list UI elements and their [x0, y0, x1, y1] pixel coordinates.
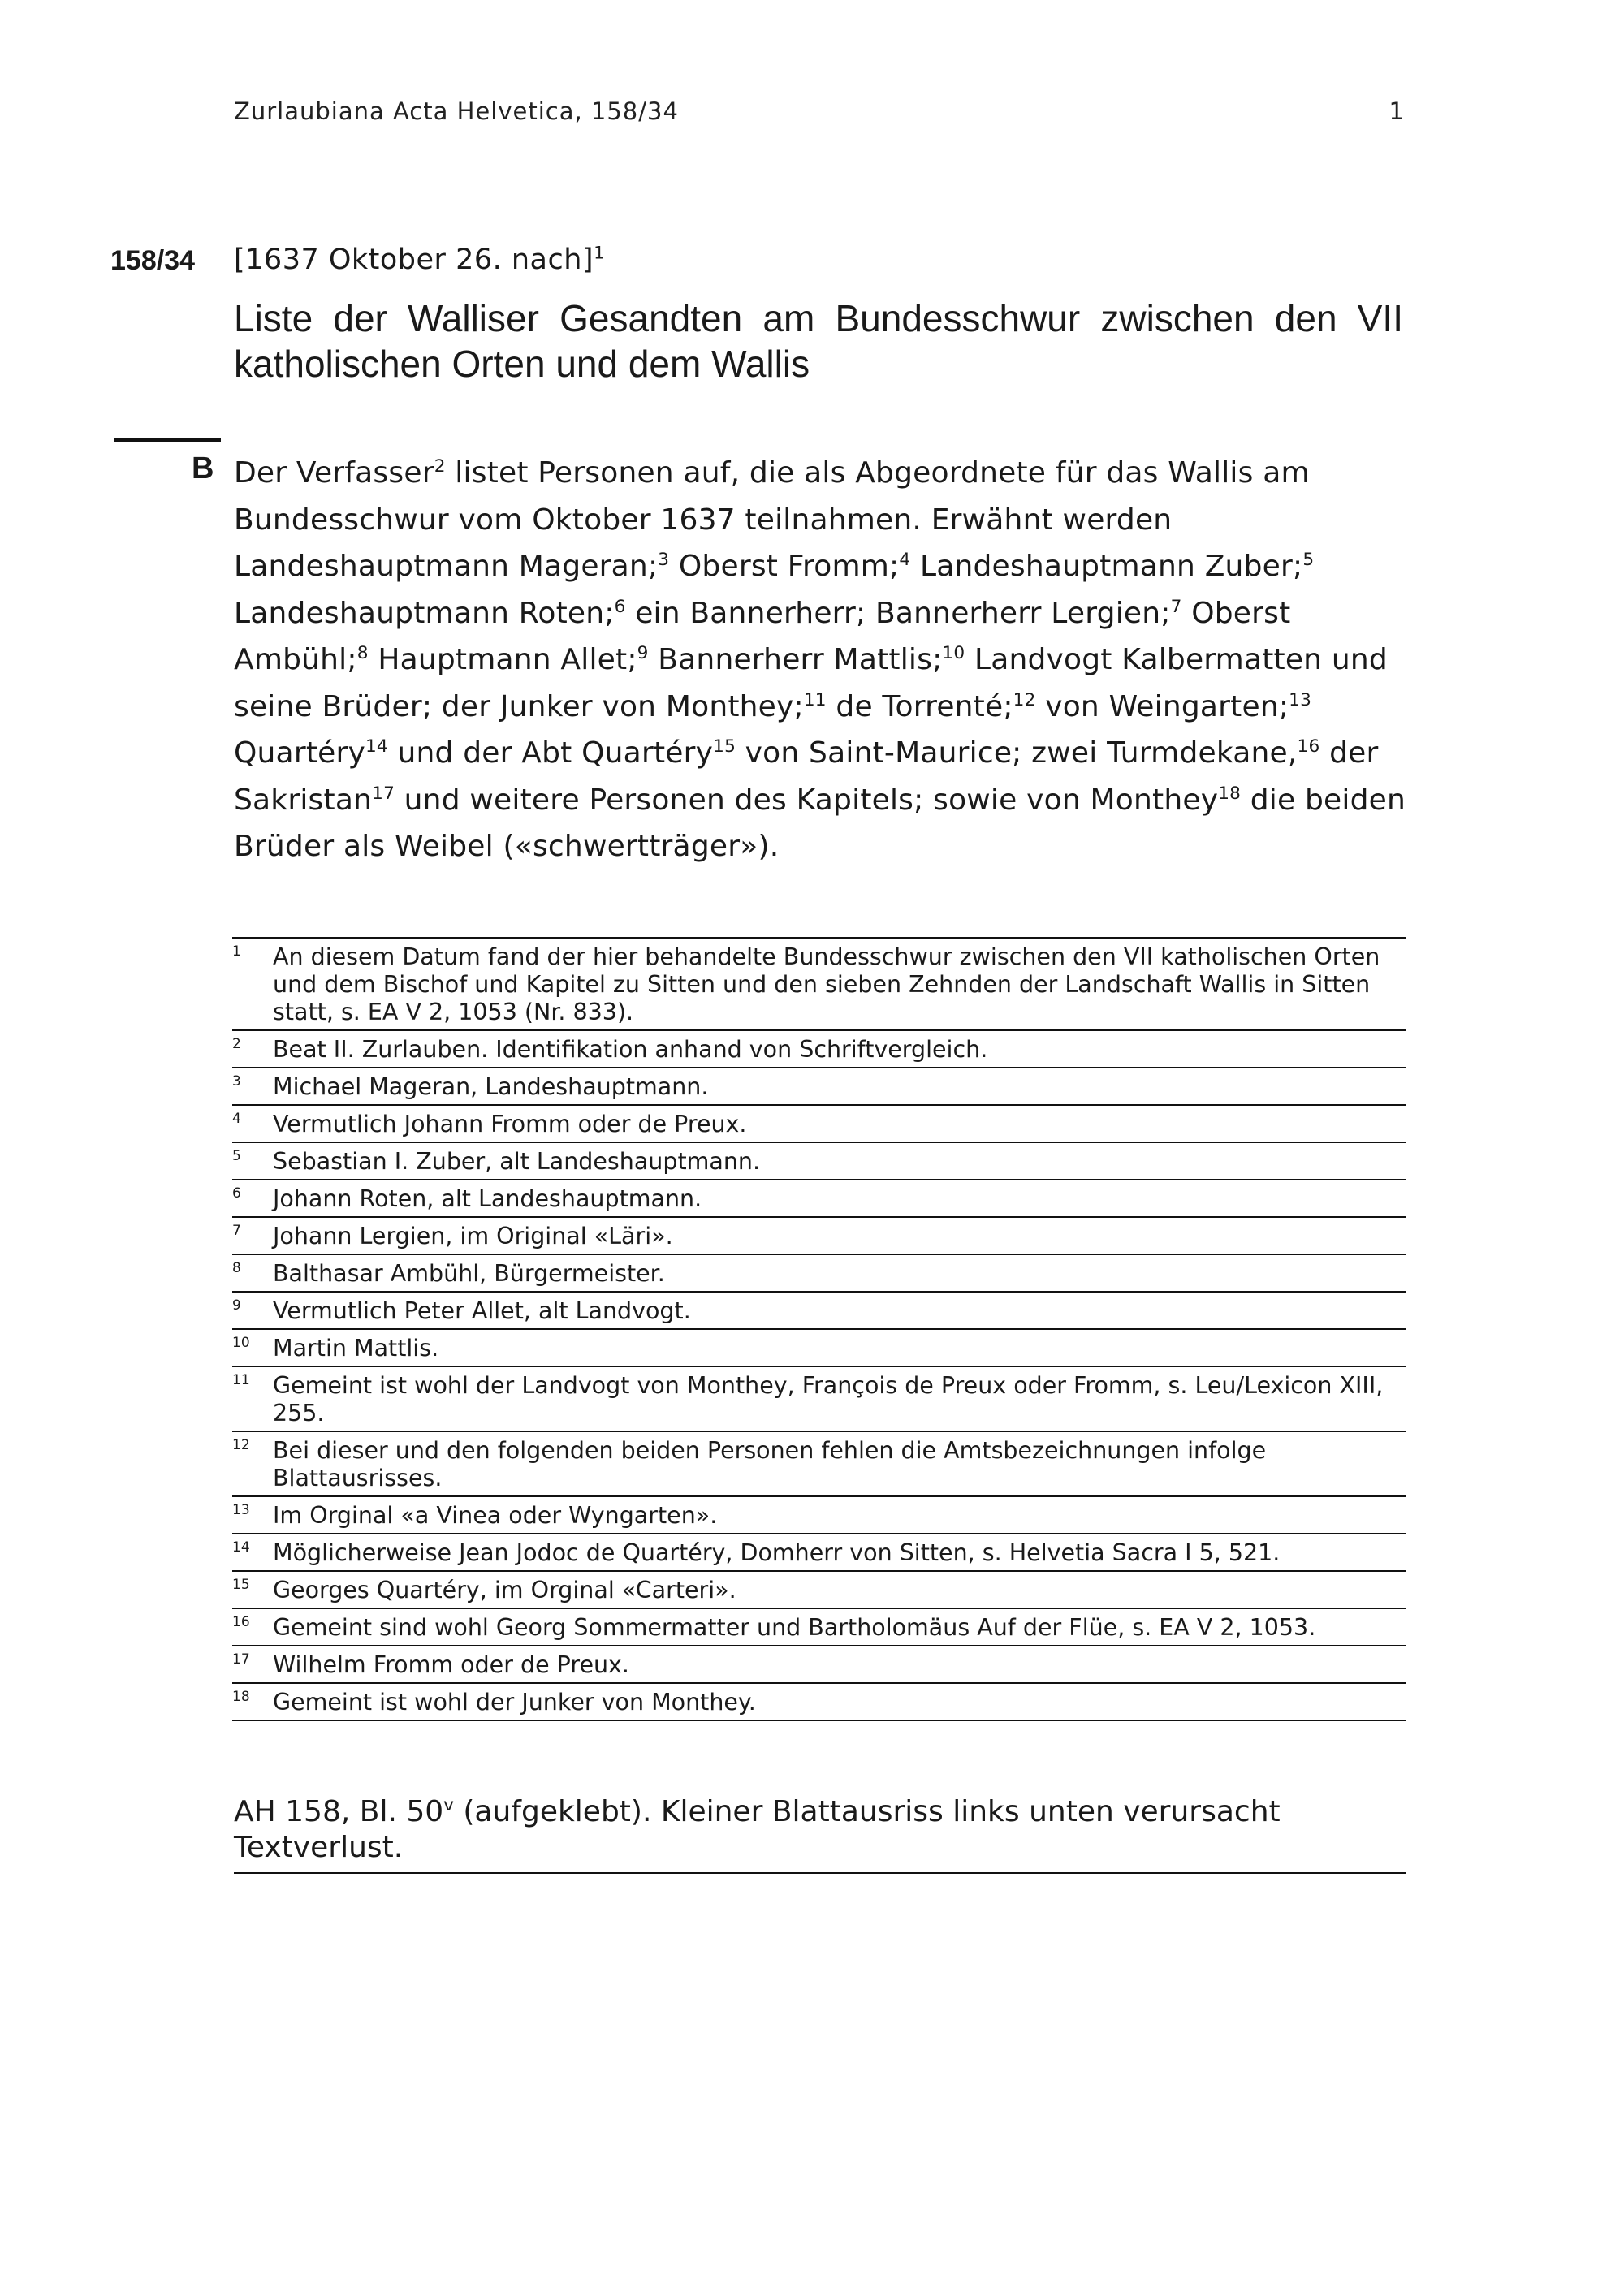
footnote-text: Sebastian I. Zuber, alt Landeshauptmann. — [273, 1148, 761, 1175]
footnote-text: Michael Mageran, Landeshauptmann. — [273, 1073, 709, 1100]
footnote-ref[interactable]: 12 — [1013, 689, 1036, 710]
footnote-number: 11 — [232, 1372, 250, 1388]
regest-text: Oberst Fromm; — [669, 550, 900, 583]
footnote-number: 3 — [232, 1073, 241, 1090]
regest-paragraph — [234, 450, 1411, 870]
footnote-item — [232, 939, 1406, 1031]
footnote-number: 9 — [232, 1297, 241, 1314]
footnote-text: Georges Quartéry, im Orginal «Carteri». — [273, 1577, 736, 1603]
footnote-list — [232, 937, 1406, 1721]
footnote-item — [232, 1432, 1406, 1497]
footnote-text: Im Orginal «a Vinea oder Wyngarten». — [273, 1502, 718, 1529]
regest-text: von Weingarten; — [1035, 689, 1289, 723]
footnote-item — [232, 1367, 1406, 1432]
regest-text: Landvogt Kalbermatten und seine Brüder; der Junker von Monthey; — [234, 643, 1388, 723]
regest-text: die beiden Brüder als Weibel («schwertträger»). — [234, 783, 1406, 863]
footnote-ref[interactable]: 17 — [372, 783, 395, 804]
footnote-ref[interactable]: 8 — [356, 643, 369, 663]
footnote-text: Balthasar Ambühl, Bürgermeister. — [273, 1260, 665, 1287]
footnote-number: 16 — [232, 1614, 250, 1630]
regest-text: Bannerherr Mattlis; — [648, 643, 943, 676]
footnote-item — [232, 1255, 1406, 1293]
document-number: 158/34 — [110, 245, 195, 276]
footnote-ref[interactable]: 14 — [365, 736, 388, 757]
footnote-number: 10 — [232, 1335, 250, 1351]
source-note — [234, 1794, 1406, 1874]
footnote-number: 18 — [232, 1689, 250, 1705]
date-footnote-ref[interactable]: 1 — [594, 243, 605, 263]
date-text: [1637 Oktober 26. nach] — [234, 244, 594, 276]
footnote-text: Beat II. Zurlauben. Identifikation anhand von Schriftvergleich. — [273, 1036, 988, 1063]
document-title: Liste der Walliser Gesandten am Bundesschwur zwischen den VII katholischen Orten und dem Wallis — [234, 297, 1403, 385]
regest-text: de Torrenté; — [826, 689, 1013, 723]
regest-text: Oberst Ambühl; — [234, 596, 1291, 676]
footnote-ref[interactable]: 4 — [899, 550, 911, 570]
footnote-item — [232, 1330, 1406, 1367]
document-date — [234, 244, 605, 276]
footnote-item — [232, 1497, 1406, 1534]
regest-text: Landeshauptmann Zuber; — [910, 550, 1303, 583]
regest-text: Hauptmann Allet; — [368, 643, 637, 676]
footnote-number: 12 — [232, 1437, 250, 1453]
footnote-number: 5 — [232, 1148, 241, 1164]
footnote-number: 14 — [232, 1539, 250, 1556]
regest-text: und der Abt Quartéry — [387, 736, 714, 770]
regest-text: und weitere Personen des Kapitels; sowie von Monthey — [395, 783, 1219, 817]
footnote-text: Gemeint ist wohl der Junker von Monthey. — [273, 1689, 756, 1716]
regest-text: Landeshauptmann Roten; — [234, 596, 615, 630]
footnote-number: 7 — [232, 1223, 241, 1239]
footnote-number: 1 — [232, 943, 241, 960]
footnote-ref[interactable]: 9 — [637, 643, 649, 663]
regest-text: von Saint-Maurice; zwei Turmdekane, — [736, 736, 1298, 770]
running-header — [234, 97, 1405, 125]
regest-text: ein Bannerherr; Bannerherr Lergien; — [625, 596, 1171, 630]
source-suffix: (aufgeklebt). Kleiner Blattausriss links unten verursacht Textverlust. — [234, 1795, 1281, 1864]
regest-text: Quartéry — [234, 736, 365, 770]
footnote-ref[interactable]: 11 — [803, 689, 827, 710]
source-prefix: AH 158, Bl. 50 — [234, 1795, 444, 1828]
regest-text: Der Verfasser — [234, 456, 434, 490]
footnote-ref[interactable]: 10 — [942, 643, 965, 663]
footnote-item — [232, 1180, 1406, 1218]
footnote-text: Vermutlich Johann Fromm oder de Preux. — [273, 1111, 747, 1137]
footnote-item — [232, 1609, 1406, 1646]
footnote-number: 17 — [232, 1651, 250, 1668]
footnote-item — [232, 1218, 1406, 1255]
footnote-ref[interactable]: 16 — [1297, 736, 1320, 757]
footnote-number: 8 — [232, 1260, 241, 1276]
footnote-number: 4 — [232, 1111, 241, 1127]
regest-text: der Sakristan — [234, 736, 1379, 817]
footnote-number: 2 — [232, 1036, 241, 1052]
footnote-ref[interactable]: 3 — [658, 550, 670, 570]
footnote-text: An diesem Datum fand der hier behandelte Bundesschwur zwischen den VII katholischen Orten und dem Bischof und Kapitel zu Sitten und den sieben Zehnden der Landschaft Wallis in Sitten statt, s. EA V 2, 1053 (Nr. 833). — [273, 943, 1380, 1025]
footnote-item — [232, 1293, 1406, 1330]
footnote-text: Bei dieser und den folgenden beiden Personen fehlen die Amtsbezeichnungen infolge Blattausrisses. — [273, 1437, 1267, 1491]
footnote-item — [232, 1646, 1406, 1684]
regest-text: listet Personen auf, die als Abgeordnete für das Wallis am Bundesschwur vom Oktober 1637 teilnahmen. Erwähnt werden Landeshauptmann Mageran; — [234, 456, 1310, 583]
footnote-ref[interactable]: 6 — [614, 596, 626, 617]
footnote-text: Möglicherweise Jean Jodoc de Quartéry, Domherr von Sitten, s. Helvetia Sacra I 5, 521. — [273, 1539, 1281, 1566]
footnote-text: Johann Lergien, im Original «Läri». — [273, 1223, 673, 1249]
margin-rule — [114, 438, 221, 442]
footnote-number: 15 — [232, 1577, 250, 1593]
footnote-text: Vermutlich Peter Allet, alt Landvogt. — [273, 1297, 691, 1324]
footnote-item — [232, 1068, 1406, 1106]
footnote-item — [232, 1534, 1406, 1572]
footnote-text: Gemeint sind wohl Georg Sommermatter und Bartholomäus Auf der Flüe, s. EA V 2, 1053. — [273, 1614, 1316, 1641]
footnote-item — [232, 1143, 1406, 1180]
footnote-text: Wilhelm Fromm oder de Preux. — [273, 1651, 629, 1678]
footnote-text: Gemeint ist wohl der Landvogt von Monthey, François de Preux oder Fromm, s. Leu/Lexicon XIII, 255. — [273, 1372, 1384, 1426]
section-mark: B — [192, 451, 214, 486]
footnote-ref[interactable]: 15 — [713, 736, 736, 757]
footnote-item — [232, 1572, 1406, 1609]
footnote-ref[interactable]: 18 — [1218, 783, 1242, 804]
footnote-item — [232, 1106, 1406, 1143]
footnote-ref[interactable]: 2 — [434, 456, 446, 477]
footnote-ref[interactable]: 5 — [1302, 550, 1315, 570]
page-number: 1 — [1389, 97, 1405, 125]
footnote-ref[interactable]: 13 — [1289, 689, 1312, 710]
footnote-number: 6 — [232, 1185, 241, 1202]
footnote-item — [232, 1684, 1406, 1721]
footnote-text: Martin Mattlis. — [273, 1335, 439, 1362]
running-title: Zurlaubiana Acta Helvetica, 158/34 — [234, 97, 679, 125]
footnote-item — [232, 1031, 1406, 1068]
source-sup: v — [443, 1795, 454, 1815]
footnote-number: 13 — [232, 1502, 250, 1518]
footnote-ref[interactable]: 7 — [1170, 596, 1182, 617]
footnote-text: Johann Roten, alt Landeshauptmann. — [273, 1185, 702, 1212]
